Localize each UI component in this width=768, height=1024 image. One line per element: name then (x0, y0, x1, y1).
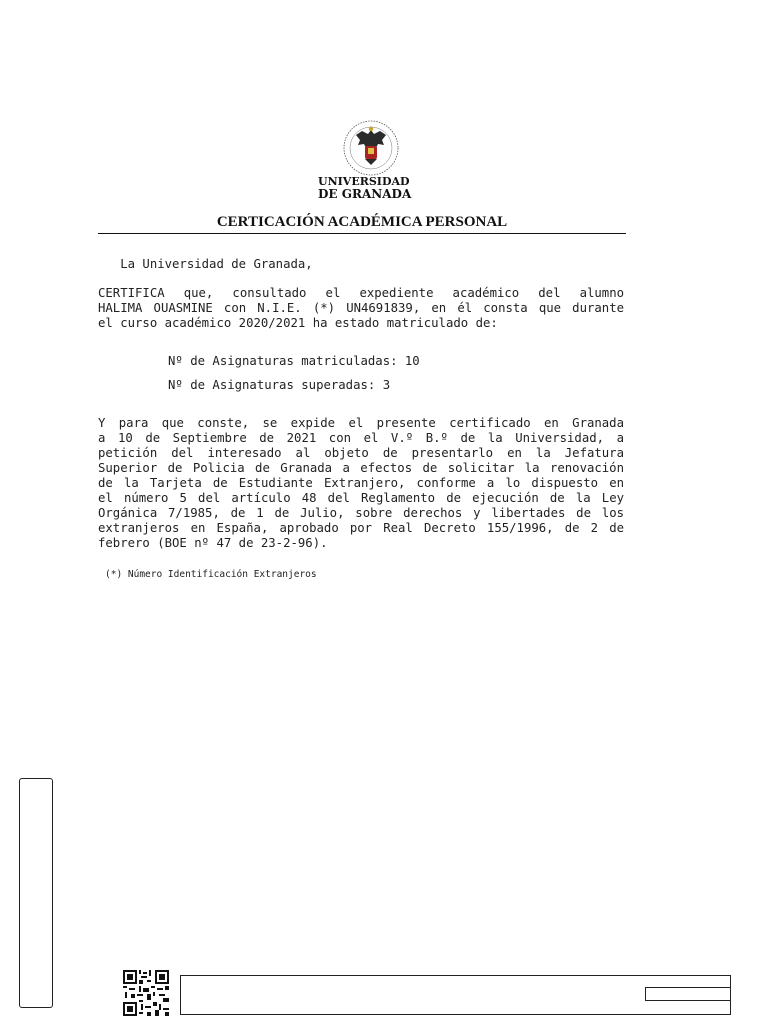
closing-paragraph (98, 416, 624, 551)
closing-line: Superior de Policia de Granada a efectos de solicitar la renovación (98, 461, 624, 475)
qr-code-icon (123, 970, 169, 1016)
footnote: (*) Número Identificación Extranjeros (105, 569, 317, 580)
stat-enrolled: Nº de Asignaturas matriculadas: 10 (168, 354, 420, 368)
side-signature-box (19, 778, 53, 1008)
stat-passed: Nº de Asignaturas superadas: 3 (168, 378, 391, 392)
closing-line: Y para que conste, se expide el presente certificado en Granada (98, 416, 624, 430)
university-name-line1: UNIVERSIDAD (318, 175, 410, 188)
title-underline (98, 233, 626, 234)
footer-cell (645, 987, 730, 1001)
certifica-paragraph (98, 286, 624, 331)
closing-line: febrero (BOE nº 47 de 23-2-96). (98, 536, 328, 550)
university-wordmark (318, 176, 414, 200)
closing-line: de la Tarjeta de Estudiante Extranjero, conforme a lo dispuesto en (98, 476, 624, 490)
certifica-line: el curso académico 2020/2021 ha estado matriculado de: (98, 316, 498, 330)
closing-line: extranjeros en España, aprobado por Real Decreto 155/1996, de 2 de (98, 521, 624, 535)
university-seal-icon (340, 118, 402, 178)
document-title: CERTICACIÓN ACADÉMICA PERSONAL (216, 214, 508, 230)
closing-line: a 10 de Septiembre de 2021 con el V.º B.º de la Universidad, a (98, 431, 624, 445)
university-name-line2: DE GRANADA (318, 187, 412, 201)
certifica-line: CERTIFICA que, consultado el expediente académico del alumno (98, 286, 624, 300)
closing-line: petición del interesado al objeto de presentarlo en la Jefatura (98, 446, 624, 460)
closing-line: el número 5 del artículo 48 del Reglamento de ejecución de la Ley (98, 491, 624, 505)
certifica-line: HALIMA OUASMINE con N.I.E. (*) UN4691839, en él consta que durante (98, 301, 624, 315)
salutation: La Universidad de Granada, (98, 257, 313, 271)
closing-line: Orgánica 7/1985, de 1 de Julio, sobre derechos y libertades de los (98, 506, 624, 520)
